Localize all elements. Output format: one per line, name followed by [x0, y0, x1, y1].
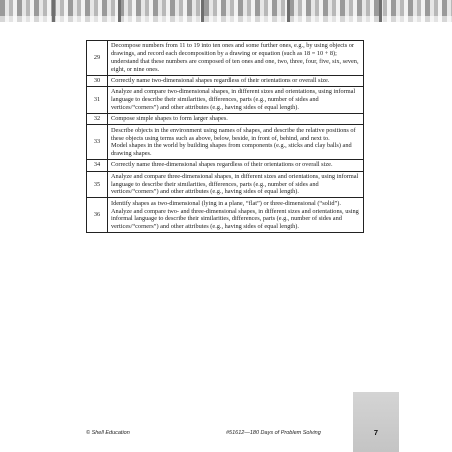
standard-number: 35	[87, 171, 108, 198]
header-stripe	[52, 0, 55, 22]
standard-number: 36	[87, 198, 108, 233]
standard-number: 32	[87, 113, 108, 124]
standard-text: Identify shapes as two-dimensional (lying in a plane, “flat”) or three-dimensional (“solid”).	[111, 199, 341, 207]
standards-table-body	[87, 41, 364, 233]
standard-text: Analyze and compare three-dimensional shapes, in different sizes and orientations, using informal language to describe their similarities, differences, parts (e.g., number of sides and vertices/“corners”) and other attributes (e.g., having sides of equal length).	[111, 172, 359, 196]
table-row	[87, 87, 364, 114]
table-row	[87, 160, 364, 171]
standard-description	[108, 125, 364, 160]
standards-table	[86, 40, 364, 233]
table-row	[87, 75, 364, 86]
table-row	[87, 171, 364, 198]
table-row	[87, 125, 364, 160]
standard-number: 31	[87, 87, 108, 114]
standard-text: Describe objects in the environment using names of shapes, and describe the relative positions of these objects using terms such as above, below, beside, in front of, behind, and next to.	[111, 126, 356, 142]
standard-text: Correctly name two-dimensional shapes regardless of their orientations or overall size.	[111, 76, 330, 84]
standard-description	[108, 41, 364, 76]
standard-text: Model shapes in the world by building shapes from components (e.g., sticks and clay balls) and drawing shapes.	[111, 142, 352, 157]
decorative-header-stripes	[0, 0, 452, 22]
standard-number: 33	[87, 125, 108, 160]
standard-description	[108, 113, 364, 124]
header-stripe	[201, 0, 204, 22]
header-stripe	[287, 0, 290, 22]
page-number-tab	[353, 392, 399, 452]
table-row	[87, 41, 364, 76]
footer-publisher: © Shell Education	[86, 430, 130, 436]
standard-number: 29	[87, 41, 108, 76]
footer-book-title: #51612—180 Days of Problem Solving	[226, 430, 321, 436]
header-stripe	[118, 0, 121, 22]
standard-text: Analyze and compare two-dimensional shapes, in different sizes and orientations, using informal language to describe their similarities, differences, parts (e.g., number of sides and vertices/“corners”) and other attributes (e.g., having sides of equal length).	[111, 88, 356, 111]
table-row	[87, 198, 364, 233]
header-stripe	[379, 0, 382, 22]
standard-number: 34	[87, 160, 108, 171]
table-row	[87, 113, 364, 124]
standard-text: Decompose numbers from 11 to 19 into ten ones and some further ones, e.g., by using objects or drawings, and record each decomposition by a drawing or equation (such as 18 = 10 + 8); understand that these numbers are composed of ten ones and one, two, three, four, five, six, seven, eight, or nine ones.	[111, 42, 359, 73]
standard-number: 30	[87, 75, 108, 86]
standard-description	[108, 171, 364, 198]
standard-text: Analyze and compare two- and three-dimensional shapes, in different sizes and orientations, using informal language to describe their similarities, differences, parts (e.g., number of sides and vertices/“corners”) and other attributes (e.g., having sides of equal length).	[111, 207, 359, 230]
standard-description	[108, 198, 364, 233]
standard-description	[108, 87, 364, 114]
standard-description	[108, 160, 364, 171]
standard-text: Compose simple shapes to form larger shapes.	[111, 115, 228, 123]
standard-text: Correctly name three-dimensional shapes regardless of their orientations or overall size.	[111, 161, 333, 169]
standard-description	[108, 75, 364, 86]
page-number: 7	[373, 428, 379, 437]
